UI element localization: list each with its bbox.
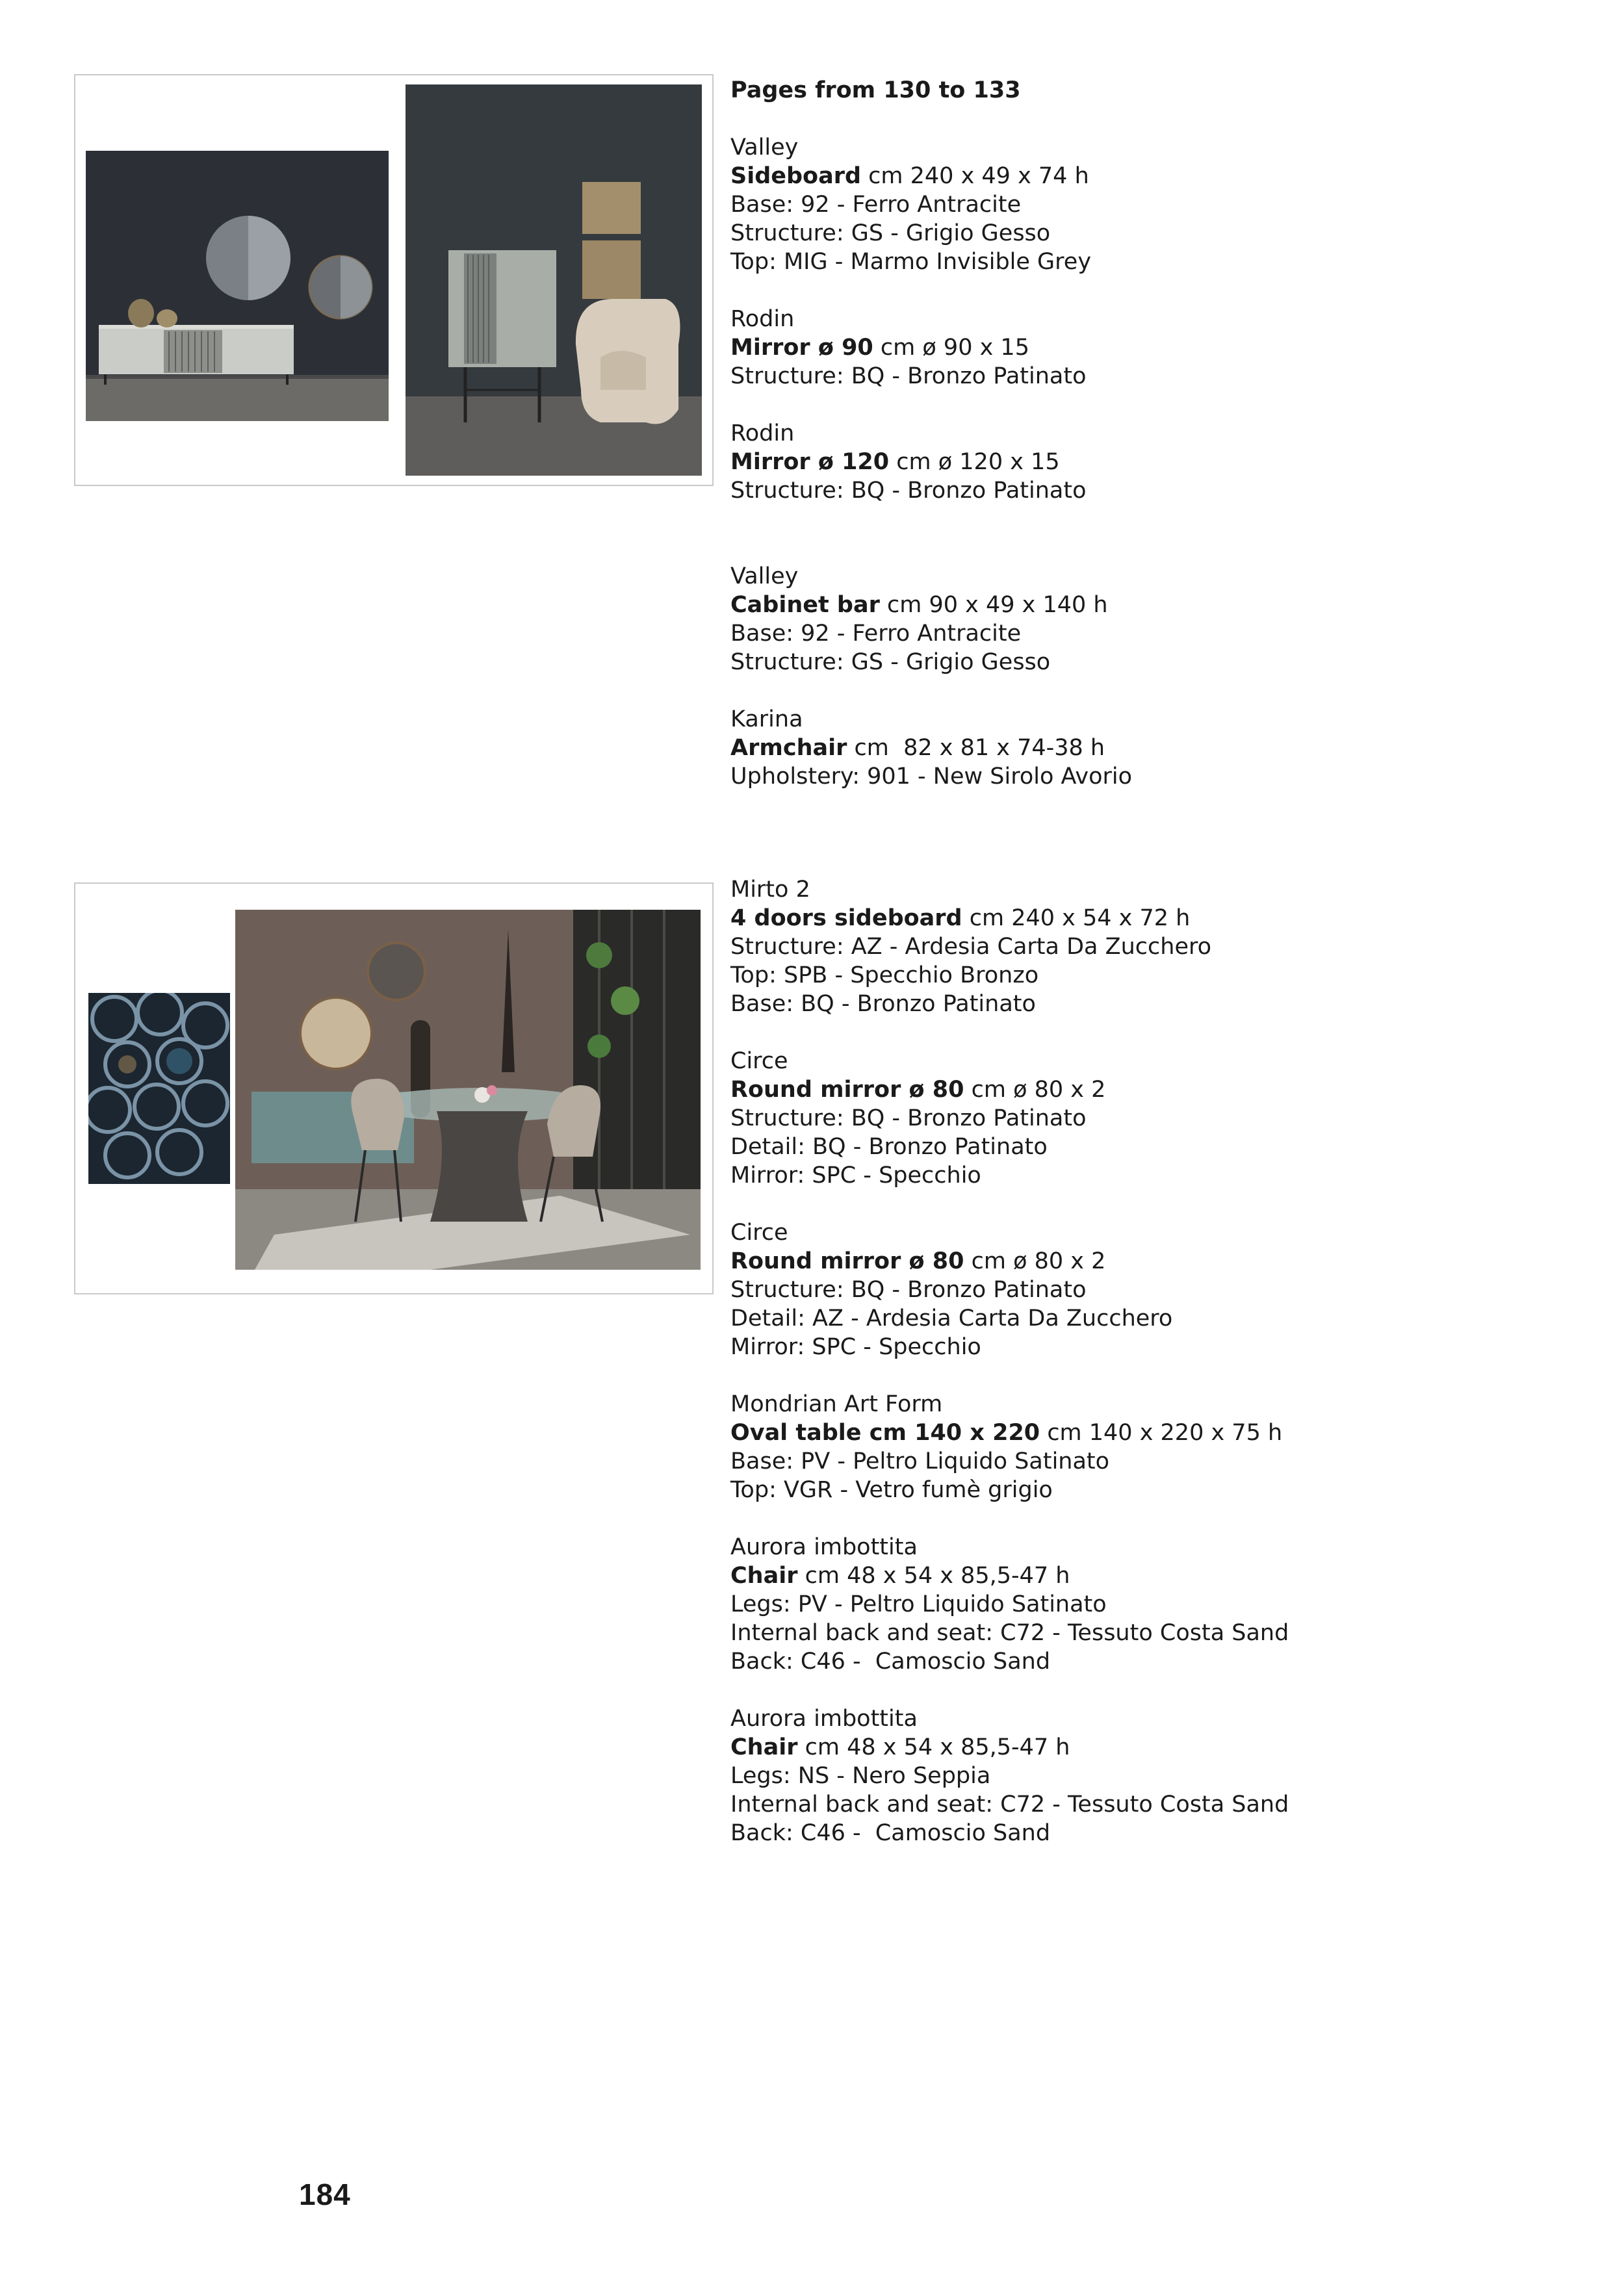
spec-line: Internal back and seat: C72 - Tessuto Costa Sand: [730, 1792, 1289, 1818]
spec-line: Back: C46 - Camoscio Sand: [730, 1649, 1051, 1675]
product-title: Oval table cm 140 x 220 cm 140 x 220 x 75 h: [730, 1420, 1283, 1446]
product-family: Rodin: [730, 420, 795, 446]
product-entry: [730, 1533, 1575, 1676]
product-entry: [730, 1704, 1575, 1847]
image-frame-2: [74, 882, 714, 1294]
product-family: Mondrian Art Form: [730, 1391, 943, 1417]
product-entry: [730, 419, 1575, 505]
product-family: Aurora imbottita: [730, 1534, 918, 1560]
product-family: Valley: [730, 563, 799, 589]
spec-line: Mirror: SPC - Specchio: [730, 1163, 981, 1189]
product-family: Karina: [730, 706, 803, 732]
product-entry: [730, 133, 1575, 276]
spec-line: Structure: AZ - Ardesia Carta Da Zucchero: [730, 934, 1212, 960]
spec-line: Structure: BQ - Bronzo Patinato: [730, 363, 1087, 389]
sideboard-scene-illustration: [86, 151, 389, 421]
dining-scene-illustration: [235, 910, 701, 1270]
spec-line: Structure: GS - Grigio Gesso: [730, 649, 1051, 675]
photo-valley-sideboard-mirrors: [86, 151, 389, 421]
spec-line: Legs: NS - Nero Seppia: [730, 1763, 991, 1789]
photo-valley-cabinet-karina-armchair: [406, 84, 702, 476]
spec-line: Structure: BQ - Bronzo Patinato: [730, 478, 1087, 504]
spec-line: Structure: BQ - Bronzo Patinato: [730, 1105, 1087, 1131]
product-title: Mirror ø 120 cm ø 120 x 15: [730, 449, 1060, 475]
spec-column-1: [730, 76, 1575, 791]
photo-mirto-dining-scene: [235, 910, 701, 1270]
product-title: Round mirror ø 80 cm ø 80 x 2: [730, 1077, 1106, 1103]
product-title: Sideboard cm 240 x 49 x 74 h: [730, 163, 1089, 189]
circles-detail-illustration: [88, 993, 230, 1184]
product-family: Aurora imbottita: [730, 1706, 918, 1732]
product-entry: [730, 705, 1575, 791]
spec-line: Internal back and seat: C72 - Tessuto Costa Sand: [730, 1620, 1289, 1646]
product-title: Mirror ø 90 cm ø 90 x 15: [730, 335, 1029, 361]
spec-line: Base: BQ - Bronzo Patinato: [730, 991, 1036, 1017]
spec-line: Back: C46 - Camoscio Sand: [730, 1820, 1051, 1846]
product-title: Chair cm 48 x 54 x 85,5-47 h: [730, 1563, 1070, 1589]
spec-line: Upholstery: 901 - New Sirolo Avorio: [730, 764, 1133, 790]
image-frame-1: [74, 74, 714, 486]
spec-line: Structure: GS - Grigio Gesso: [730, 220, 1051, 246]
product-entry: [730, 305, 1575, 391]
product-family: Rodin: [730, 306, 795, 332]
spec-line: Base: 92 - Ferro Antracite: [730, 192, 1022, 218]
product-family: Valley: [730, 135, 799, 161]
product-entry: [730, 875, 1575, 1018]
spec-line: Base: PV - Peltro Liquido Satinato: [730, 1448, 1110, 1474]
product-title: Chair cm 48 x 54 x 85,5-47 h: [730, 1734, 1070, 1760]
product-title: Armchair cm 82 x 81 x 74-38 h: [730, 735, 1105, 761]
product-entry: [730, 1218, 1575, 1361]
photo-circe-mirror-detail: [88, 993, 230, 1184]
spec-line: Mirror: SPC - Specchio: [730, 1334, 981, 1360]
spec-line: Legs: PV - Peltro Liquido Satinato: [730, 1591, 1107, 1617]
spec-column-2: [730, 875, 1575, 1847]
spec-line: Structure: BQ - Bronzo Patinato: [730, 1277, 1087, 1303]
spec-line: Top: MIG - Marmo Invisible Grey: [730, 249, 1092, 275]
spec-line: Top: VGR - Vetro fumè grigio: [730, 1477, 1053, 1503]
product-title: Round mirror ø 80 cm ø 80 x 2: [730, 1248, 1106, 1274]
spec-line: Top: SPB - Specchio Bronzo: [730, 962, 1039, 988]
product-family: Circe: [730, 1048, 788, 1074]
page-number: 184: [299, 2178, 351, 2211]
product-family: Circe: [730, 1220, 788, 1246]
product-entry: [730, 562, 1575, 676]
product-title: Cabinet bar cm 90 x 49 x 140 h: [730, 592, 1108, 618]
spec-line: Detail: BQ - Bronzo Patinato: [730, 1134, 1048, 1160]
pages-header: Pages from 130 to 133: [730, 77, 1021, 103]
spec-line: Base: 92 - Ferro Antracite: [730, 621, 1022, 647]
product-entry: [730, 1047, 1575, 1190]
product-title: 4 doors sideboard cm 240 x 54 x 72 h: [730, 905, 1191, 931]
product-family: Mirto 2: [730, 877, 810, 903]
product-entry: [730, 1390, 1575, 1504]
spec-line: Detail: AZ - Ardesia Carta Da Zucchero: [730, 1305, 1173, 1331]
cabinet-scene-illustration: [406, 84, 702, 476]
